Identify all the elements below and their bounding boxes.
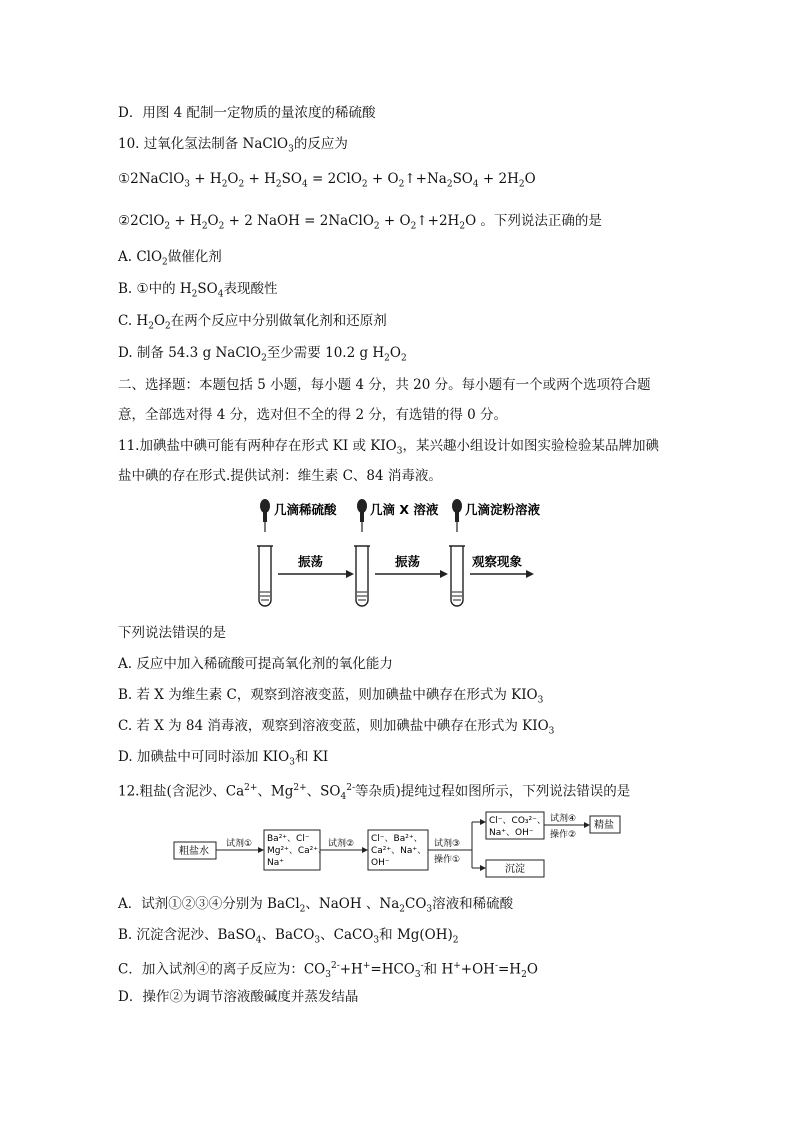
text-crude-salt-water: 粗盐水 <box>179 846 209 857</box>
dropper-icon-1 <box>260 499 270 532</box>
flow-arrowhead-2 <box>362 847 368 853</box>
q10-reaction-2: ②2ClO$_2$ + $H_2O_2 + 2$ NaOH = 2NaClO$_2$ + $O_2↑+2H_2O$ 。下列说法正确的是 <box>118 213 602 232</box>
q11-experiment-figure <box>250 496 540 618</box>
text-reagent-3: 试剂③ <box>434 839 461 849</box>
text-refined-salt: 精盐 <box>594 820 614 831</box>
box-ions-2-line2: Ca²⁺、Na⁺、 <box>371 846 427 856</box>
section2-instructions-line1: 二、选择题：本题包括 5 小题，每小题 4 分，共 20 分。每小题有一个或两个选项符合题 <box>118 377 651 393</box>
q12-option-d: D．操作②为调节溶液酸碱度并蒸发结晶 <box>118 989 359 1005</box>
q10-reaction-1: ①2NaClO$_3$ + $H_2O_2 + H_2SO_4 = 2ClO_2$ + $O_2↑+Na_2SO_4 + 2H_2O$ <box>118 171 536 190</box>
box-ions-2-line1: Cl⁻、Ba²⁺、 <box>371 834 423 844</box>
box-ions-3-line2: Na⁺、OH⁻ <box>489 828 534 838</box>
q12-option-a: A．试剂①②③④分别为 BaCl$_2$、NaOH 、$Na_2CO_3$溶液和稀硫酸 <box>118 896 514 915</box>
test-tube-3 <box>449 546 465 606</box>
test-tube-1 <box>257 546 273 606</box>
arrow-label-shake-1: 振荡 <box>298 554 324 569</box>
q11-stem-line1: 11.加碘盐中碘可能有两种存在形式 KI 或 $KIO_3$，某兴趣小组设计如图实验检验某品牌加碘 <box>118 438 659 457</box>
q12-option-c: C．加入试剂④的离子反应为：$CO_3^{2-}+H^+=HCO_3^-$和 $H^++OH^-=H_2O$ <box>118 961 538 981</box>
q12-flow-diagram <box>172 810 622 886</box>
box-ions-1-line3: Na⁺ <box>267 858 284 868</box>
flow-arrowhead-down <box>480 865 486 871</box>
q11-option-a: A. 反应中加入稀硫酸可提高氧化剂的氧化能力 <box>118 656 393 672</box>
q10-option-d: D. 制备 54.3 g NaClO$_2$至少需要 10.2 g $H_2O_2$ <box>118 345 407 364</box>
q11-option-b: B. 若 X 为维生素 C，观察到溶液变蓝，则加碘盐中碘存在形式为 $KIO_3$ <box>118 687 544 706</box>
text-precipitate: 沉淀 <box>505 864 525 875</box>
flow-arrowhead-up <box>480 819 486 825</box>
q10-stem: 10. 过氧化氢法制备 NaClO$_3$的反应为 <box>118 136 348 155</box>
q10-option-c: C. $H_2O_2$在两个反应中分别做氧化剂和还原剂 <box>118 313 387 332</box>
dropper-icon-2 <box>357 499 367 532</box>
q11-option-d: D. 加碘盐中可同时添加 $KIO_3$和 KI <box>118 749 329 768</box>
label-x-solution: 几滴 X 溶液 <box>370 502 439 517</box>
q12-option-b: B. 沉淀含泥沙、BaSO$_4$、BaCO$_3$、CaCO$_3$和 $Mg(OH)_2$ <box>118 927 459 946</box>
q10-option-a: A. ClO$_2$做催化剂 <box>118 249 222 268</box>
q9-option-d: D．用图 4 配制一定物质的量浓度的稀硫酸 <box>118 105 376 121</box>
box-ions-1-line1: Ba²⁺、Cl⁻ <box>267 834 310 844</box>
box-ions-2-line3: OH⁻ <box>371 858 390 868</box>
text-reagent-4: 试剂④ <box>550 814 577 824</box>
q11-question: 下列说法错误的是 <box>118 625 226 641</box>
section2-instructions-line2: 意，全部选对得 4 分，选对但不全的得 2 分，有选错的得 0 分。 <box>118 407 508 423</box>
arrow-1 <box>278 570 354 578</box>
arrow-3 <box>470 570 534 578</box>
text-reagent-1: 试剂① <box>226 839 253 849</box>
q11-option-c: C. 若 X 为 84 消毒液，观察到溶液变蓝，则加碘盐中碘存在形式为 $KIO_3$ <box>118 718 555 737</box>
arrow-2 <box>375 570 448 578</box>
flow-arrowhead-1 <box>258 847 264 853</box>
text-operation-1: 操作① <box>434 855 461 865</box>
arrow-label-shake-2: 振荡 <box>395 554 421 569</box>
text-reagent-2: 试剂② <box>328 839 355 849</box>
q11-stem-line2: 盐中碘的存在形式.提供试剂：维生素 C、84 消毒液。 <box>118 468 442 484</box>
text-operation-2: 操作② <box>550 830 577 840</box>
test-tube-2 <box>354 546 370 606</box>
flow-arrowhead-4 <box>584 822 590 828</box>
arrow-label-observe: 观察现象 <box>472 554 523 569</box>
label-dilute-sulfuric-acid: 几滴稀硫酸 <box>274 502 337 517</box>
q10-option-b: B. ①中的 $H_2SO_4$表现酸性 <box>118 281 278 300</box>
dropper-icon-3 <box>452 499 462 532</box>
q12-stem: 12.粗盐(含泥沙、$Ca^{2+}$、$Mg^{2+}$、$SO_4^{2-}$等杂质)提纯过程如图所示，下列说法错误的是 <box>118 783 631 803</box>
box-ions-3-line1: Cl⁻、CO₃²⁻、 <box>489 816 546 826</box>
box-ions-1-line2: Mg²⁺、Ca²⁺、 <box>267 846 327 856</box>
label-starch-solution: 几滴淀粉溶液 <box>465 502 540 517</box>
